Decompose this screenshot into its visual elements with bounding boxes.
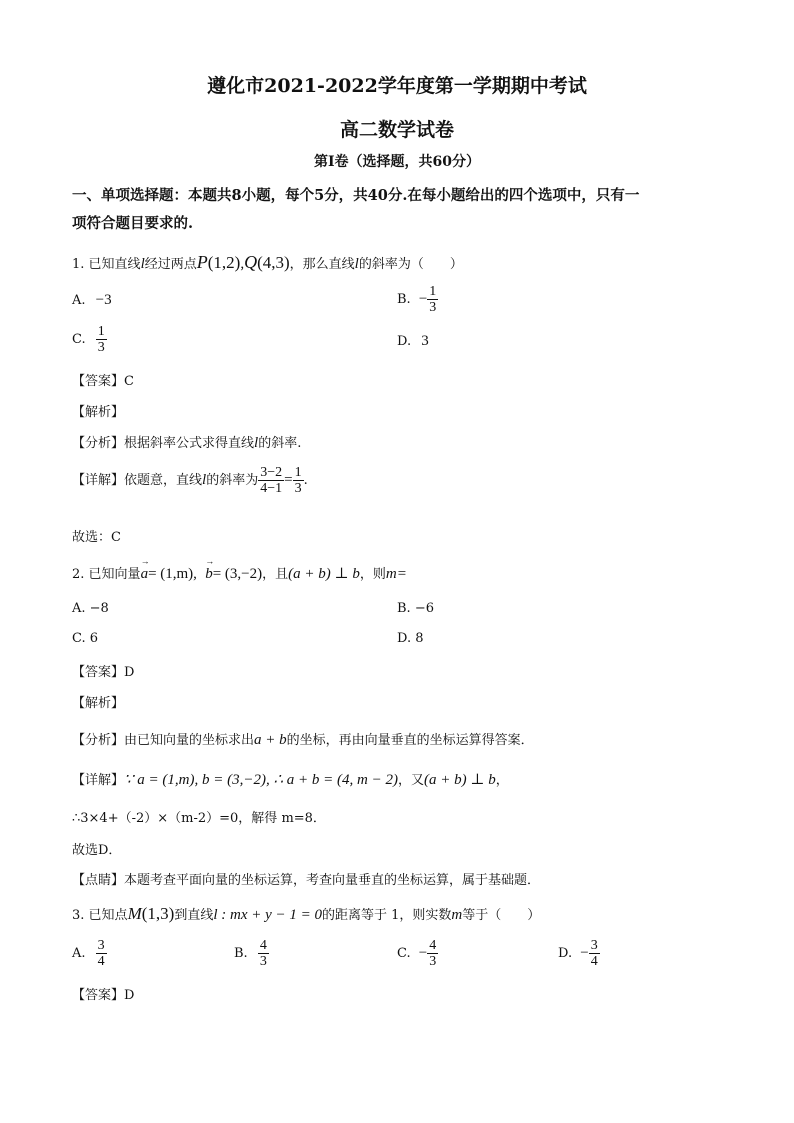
option-fraction	[427, 938, 438, 969]
q3-point-M: M	[127, 904, 142, 923]
q2-answer	[72, 661, 134, 680]
option-fraction	[96, 938, 107, 969]
option-label: B.	[397, 292, 411, 307]
option-fraction	[96, 324, 107, 355]
fenxi-text: 根据斜率公式求得直线	[124, 436, 255, 451]
option-sign: −	[418, 291, 428, 307]
sum-expression: a + b	[254, 732, 287, 748]
q2-text: ，且	[262, 567, 289, 582]
fraction-numerator: 1	[97, 324, 105, 339]
option-value: 3	[421, 333, 429, 349]
q2-text: 已知向量	[88, 567, 141, 582]
section-instruction-line1: 一、单项选择题：本题共8小题，每个5分，共40分.在每小题给出的四个选项中，只有一	[72, 187, 640, 204]
point-tag: 【点睛】	[72, 873, 125, 888]
q1-sep: ,	[240, 256, 245, 272]
q1-line-l: l	[354, 256, 359, 272]
option-value: −3	[95, 292, 112, 308]
q1-point-Q: Q	[244, 252, 258, 272]
q1-line-l: l	[202, 472, 207, 488]
q3-text: 等于（ ）	[462, 908, 541, 923]
q3-option-c	[397, 938, 438, 969]
q2-detail	[72, 769, 509, 789]
q1-point-P: P	[196, 252, 208, 272]
vector-a-value: = (1,m),	[148, 566, 197, 582]
point-text: 本题考查平面向量的坐标运算，考查向量垂直的坐标运算，属于基础题．	[124, 873, 541, 888]
q2-option-d: D. 8	[397, 631, 424, 646]
slope-fraction	[258, 465, 284, 496]
fraction-denominator: 3	[97, 340, 105, 355]
fraction-denominator: 3	[429, 300, 437, 315]
detail-text: 的斜率为	[206, 473, 259, 488]
fraction-numerator: 4	[259, 938, 267, 953]
q1-option-c	[72, 324, 107, 355]
q1-line-l: l	[254, 435, 259, 451]
q1-text: 的斜率为（ ）	[358, 257, 463, 272]
q2-option-b: B. −6	[397, 601, 434, 616]
q2-text: ，则	[359, 567, 386, 582]
q2-stem	[72, 563, 407, 583]
period: .	[303, 473, 308, 488]
detail-tag: 【详解】	[72, 773, 125, 788]
q3-option-a	[72, 938, 107, 969]
vector-a: → a	[141, 566, 149, 583]
q3-option-b	[234, 938, 269, 969]
q2-fenxi	[72, 729, 534, 749]
q3-text: 已知点	[88, 908, 128, 923]
q1-analysis-tag: 【解析】	[72, 405, 125, 420]
q2-number: 2.	[72, 567, 85, 582]
q1-text: 已知直线	[88, 257, 141, 272]
detail-text: 依题意，直线	[124, 473, 203, 488]
q2-option-c: C. 6	[72, 631, 99, 646]
fraction-numerator: 4	[429, 938, 437, 953]
fraction-denominator: 4	[590, 954, 598, 969]
fraction-numerator: 3−2	[260, 465, 283, 480]
q2-unknown-m: m=	[385, 566, 407, 582]
q1-point-Q-coords: (4,3)	[257, 253, 290, 272]
fenxi-text: 的斜率.	[258, 436, 302, 451]
q1-answer	[72, 370, 134, 389]
answer-tag: 【答案】	[72, 665, 125, 680]
fraction-denominator: 4	[97, 954, 105, 969]
option-label: D.	[558, 946, 573, 961]
q3-text: 的距离等于 1，则实数	[322, 908, 452, 923]
q1-point-P-coords: (1,2)	[207, 253, 241, 272]
option-label: B.	[234, 946, 248, 961]
fraction-denominator: 3	[294, 481, 302, 496]
option-sign: −	[580, 945, 589, 961]
fraction-denominator: 3	[429, 954, 437, 969]
exam-title: 遵化市2021-2022学年度第一学期期中考试	[207, 75, 587, 97]
fenxi-text: 由已知向量的坐标求出	[124, 733, 255, 748]
option-fraction	[258, 938, 269, 969]
answer-value: C	[124, 374, 134, 389]
q1-option-d	[397, 333, 429, 350]
q2-choose: 故选D．	[72, 843, 122, 858]
section-instruction-line2: 项符合题目要求的.	[72, 215, 194, 232]
vector-b-value: = (3,−2)	[212, 566, 263, 582]
fenxi-tag: 【分析】	[72, 733, 125, 748]
detail-expression: ∵ a = (1,m), b = (3,−2), ∴ a + b = (4, m − 2)	[124, 772, 398, 788]
q1-number: 1.	[72, 257, 85, 272]
option-label: C.	[72, 332, 86, 347]
q2-calc: ∴3×4+（-2）×（m-2）=0，解得 m=8．	[72, 811, 326, 826]
q3-unknown-m: m	[451, 907, 463, 923]
paper-subtitle: 高二数学试卷	[339, 119, 454, 141]
q1-option-b	[397, 284, 438, 315]
q1-stem	[72, 252, 463, 273]
q3-number: 3.	[72, 908, 85, 923]
q3-line-equation: l : mx + y − 1 = 0	[213, 907, 323, 923]
option-label: A.	[72, 946, 86, 961]
fenxi-tag: 【分析】	[72, 436, 125, 451]
q2-option-a: A. −8	[72, 601, 109, 616]
option-label: C.	[397, 946, 411, 961]
option-label: D.	[397, 334, 412, 349]
part-heading: 第Ⅰ卷（选择题，共60分）	[313, 154, 481, 170]
option-fraction	[589, 938, 600, 969]
answer-tag: 【答案】	[72, 988, 125, 1003]
fraction-denominator: 3	[259, 954, 267, 969]
fraction-numerator: 1	[294, 465, 302, 480]
perpendicular-condition: (a + b) ⊥ b	[424, 772, 496, 788]
fraction-numerator: 3	[97, 938, 105, 953]
perpendicular-condition: (a + b) ⊥ b	[288, 566, 360, 582]
option-label: A.	[72, 293, 86, 308]
q3-option-d	[558, 938, 600, 969]
result-fraction	[293, 465, 304, 496]
answer-tag: 【答案】	[72, 374, 125, 389]
q3-text: 到直线	[174, 908, 214, 923]
option-sign: −	[418, 945, 428, 961]
q1-choose: 故选：C	[72, 530, 121, 545]
detail-text: ，又	[397, 773, 424, 788]
fraction-numerator: 1	[429, 284, 437, 299]
detail-tag: 【详解】	[72, 473, 125, 488]
q1-detail	[72, 465, 308, 496]
answer-value: D	[124, 988, 135, 1003]
vector-b: → b	[205, 566, 213, 583]
q2-point	[72, 869, 540, 888]
q1-fenxi	[72, 432, 301, 452]
q1-line-l: l	[140, 256, 145, 272]
detail-text: ，	[495, 773, 509, 788]
q1-text: 经过两点	[144, 257, 197, 272]
q3-answer	[72, 984, 134, 1003]
fraction-denominator: 4−1	[260, 481, 283, 496]
answer-value: D	[124, 665, 135, 680]
q1-option-a	[72, 292, 112, 309]
equals-sign: =	[284, 472, 293, 488]
q3-stem	[72, 904, 540, 924]
q2-analysis-tag: 【解析】	[72, 696, 125, 711]
fenxi-text: 的坐标，再由向量垂直的坐标运算得答案．	[286, 733, 534, 748]
q3-point-M-coords: (1,3)	[141, 904, 175, 923]
option-fraction	[427, 284, 438, 315]
q1-text: ，那么直线	[289, 257, 355, 272]
fraction-numerator: 3	[590, 938, 598, 953]
